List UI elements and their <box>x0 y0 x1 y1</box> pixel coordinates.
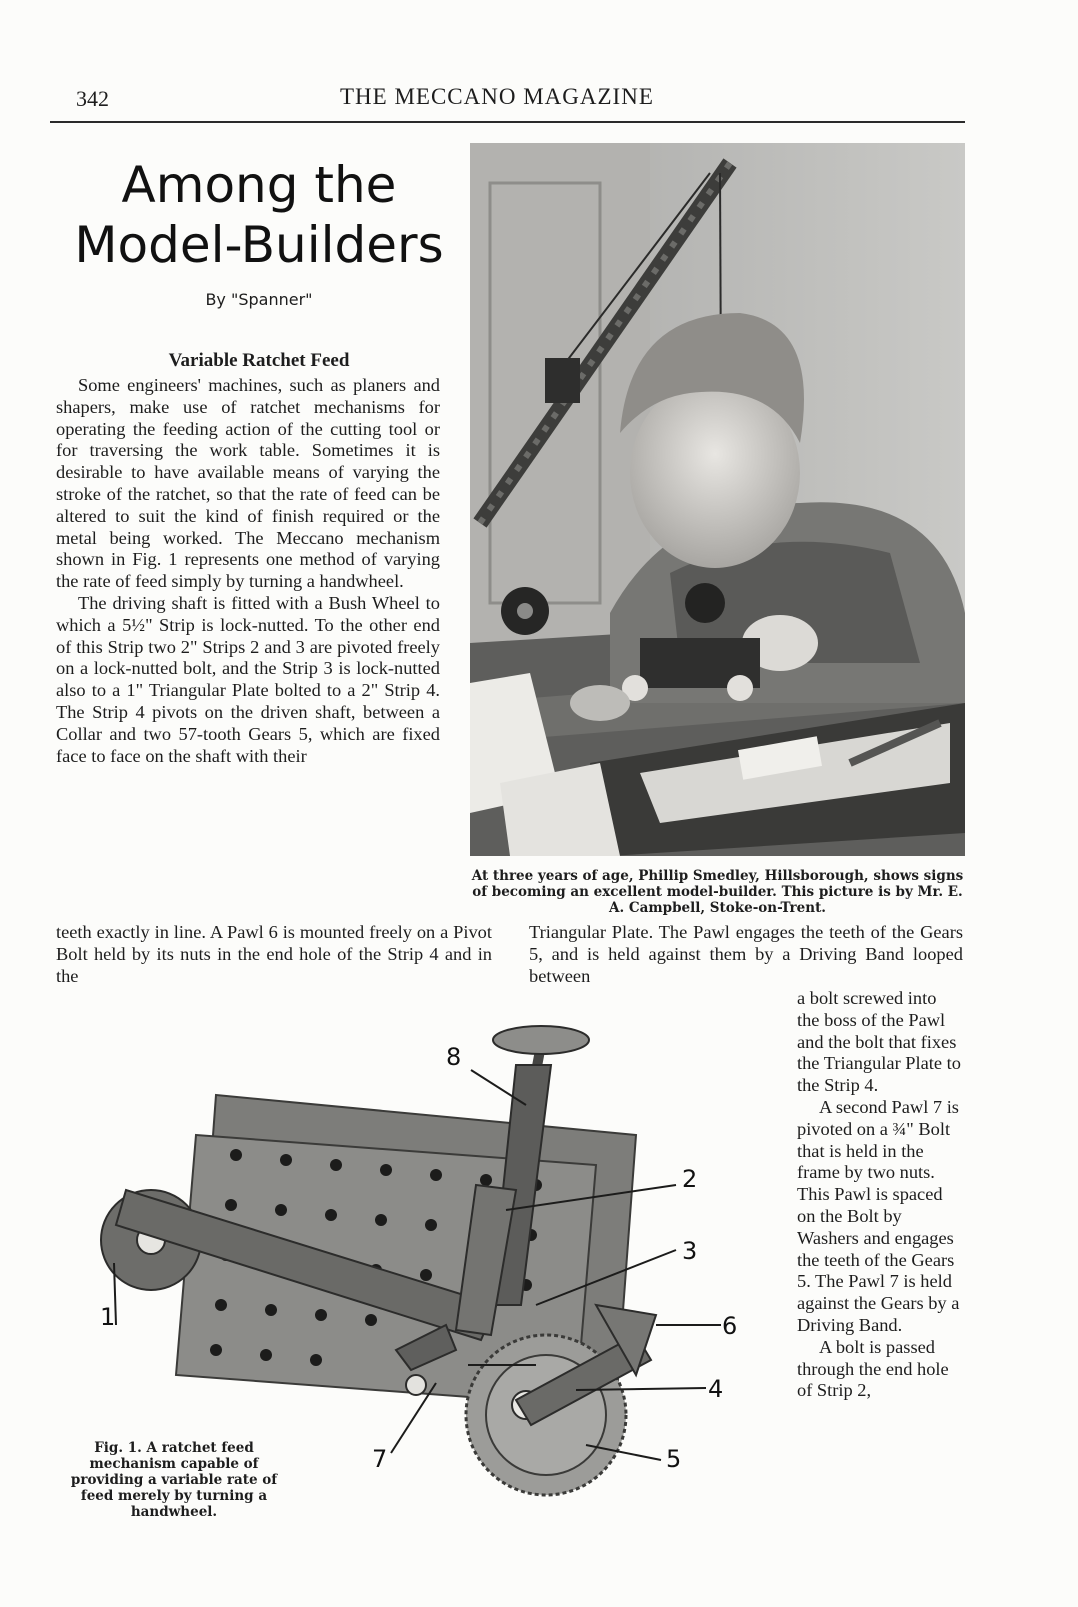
byline: By "Spanner" <box>205 290 313 309</box>
label-4: 4 <box>708 1375 724 1403</box>
article-title <box>54 155 464 275</box>
label-1: 1 <box>100 1303 116 1331</box>
right-paragraph-a: Triangular Plate. The Pawl engages the teeth of the Gears 5, and is held against them by a Driving Band looped between <box>529 922 963 986</box>
figure-caption: Fig. 1. A ratchet feed mechanism capable of providing a variable rate of feed merely by turning a handwheel. <box>70 1440 278 1520</box>
title-line-2: Model-Builders <box>74 216 444 274</box>
photo-illustration <box>470 143 965 856</box>
paragraph-2b: teeth exactly in line. A Pawl 6 is mounted freely on a Pivot Bolt held by its nuts in the end hole of the Strip 4 and in the <box>56 922 492 986</box>
label-7: 7 <box>372 1445 388 1473</box>
paragraph-2a: The driving shaft is fitted with a Bush Wheel to which a 5½" Strip is lock-nutted. To the other end of this Strip two 2" Strips 2 and 3 are pivoted freely on a lock-nutted bolt, and the Strip 3 is lock-nutted also to a 1" Triangular Plate bolted to a 2" Strip 4. The Strip 4 pivots on the driven shaft, between a Collar and two 57-tooth Gears 5, which are fixed face to face on the shaft with their <box>56 592 440 766</box>
header-rule <box>50 121 965 123</box>
magazine-title: THE MECCANO MAGAZINE <box>340 84 654 109</box>
label-8: 8 <box>446 1043 462 1071</box>
right-column-text-narrow <box>797 988 963 1402</box>
right-paragraph-c: A second Pawl 7 is pivoted on a ¾" Bolt that is held in the frame by two nuts. This Pawl is spaced on the Bolt by Washers and engages the teeth of the Gears 5. The Pawl 7 is held against the Gears by a Driving Band. <box>797 1096 960 1335</box>
photo-boy-building-crane <box>470 143 965 856</box>
full-width-text <box>56 922 492 987</box>
right-paragraph-b: a bolt screwed into the boss of the Pawl and the bolt that fixes the Triangular Plate to the Strip 4. <box>797 988 961 1096</box>
left-column-text <box>56 375 440 767</box>
page-number: 342 <box>76 86 109 111</box>
section-heading: Variable Ratchet Feed <box>168 350 350 371</box>
label-2: 2 <box>682 1165 698 1193</box>
photo-caption: At three years of age, Phillip Smedley, Hillsborough, shows signs of becoming an excellent model-builder. This picture is by Mr. E. A. Campbell, Stoke-on-Trent. <box>471 868 964 916</box>
paragraph-1: Some engineers' machines, such as planers and shapers, make use of ratchet mechanisms for operating the feeding action of the cutting tool or for traversing the work table. Sometimes it is desirable to have available means of varying the stroke of the ratchet, so that the rate of feed can be altered to suit the kind of finish required or the metal being worked. The Meccano mechanism shown in Fig. 1 represents one method of varying the rate of feed simply by turning a handwheel. <box>56 375 440 592</box>
label-6: 6 <box>722 1312 738 1340</box>
right-column-text-top <box>529 922 963 987</box>
label-3: 3 <box>682 1237 698 1265</box>
title-line-1: Among the <box>121 156 397 214</box>
label-5: 5 <box>666 1445 682 1473</box>
right-paragraph-d: A bolt is passed through the end hole of Strip 2, <box>797 1336 949 1401</box>
